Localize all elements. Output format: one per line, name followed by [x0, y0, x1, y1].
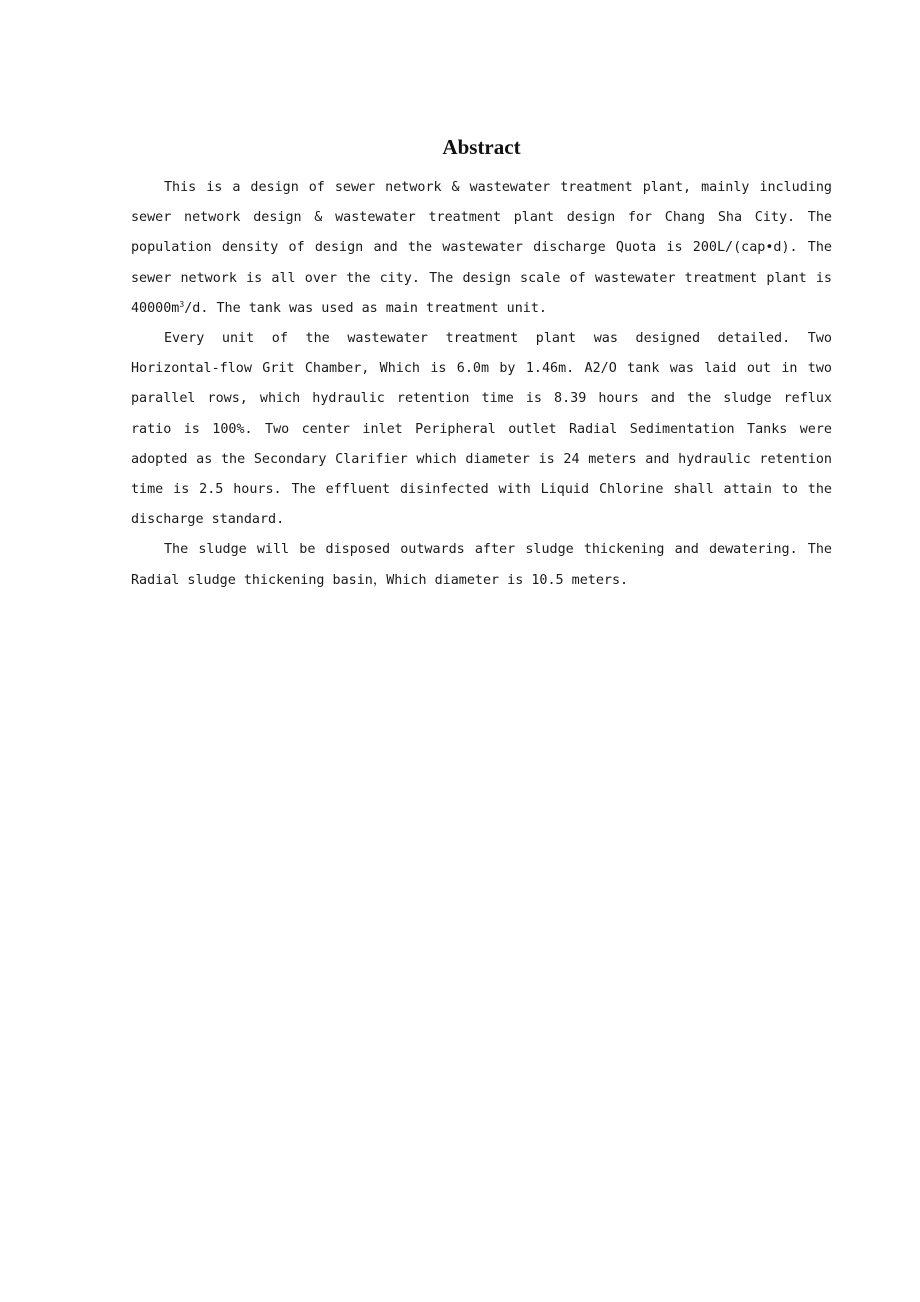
abstract-heading: Abstract [442, 135, 521, 159]
paragraph-1-text-end: /d. The tank was used as main treatment unit. [184, 300, 547, 316]
abstract-paragraph-3: The sludge will be disposed outwards after sludge thickening and dewatering. The Radial sludge thickening basin，Which diameter is 10.5 meters. [131, 542, 832, 588]
paragraph-1-text: This is a design of sewer network & wastewater treatment plant, mainly including sewer network design & wastewater treatment plant design for Chang Sha City. The population density of design and the wastewater discharge Quota is 200L/(cap•d). The sewer network is all over the city. The design scale of wastewater treatment plant is 40000m [131, 180, 832, 316]
abstract-paragraph-1 [131, 173, 832, 324]
superscript-cubed: 3 [179, 299, 185, 309]
abstract-paragraph-2: Every unit of the wastewater treatment plant was designed detailed. Two Horizontal-flow Grit Chamber, Which is 6.0m by 1.46m. A2/O tank was laid out in two parallel rows, which hydraulic retention time is 8.39 hours and the sludge reflux ratio is 100%. Two center inlet Peripheral outlet Radial Sedimentation Tanks were adopted as the Secondary Clarifier which diameter is 24 meters and hydraulic retention time is 2.5 hours. The effluent disinfected with Liquid Chlorine shall attain to the discharge standard. [131, 331, 832, 528]
abstract-section [131, 134, 832, 596]
